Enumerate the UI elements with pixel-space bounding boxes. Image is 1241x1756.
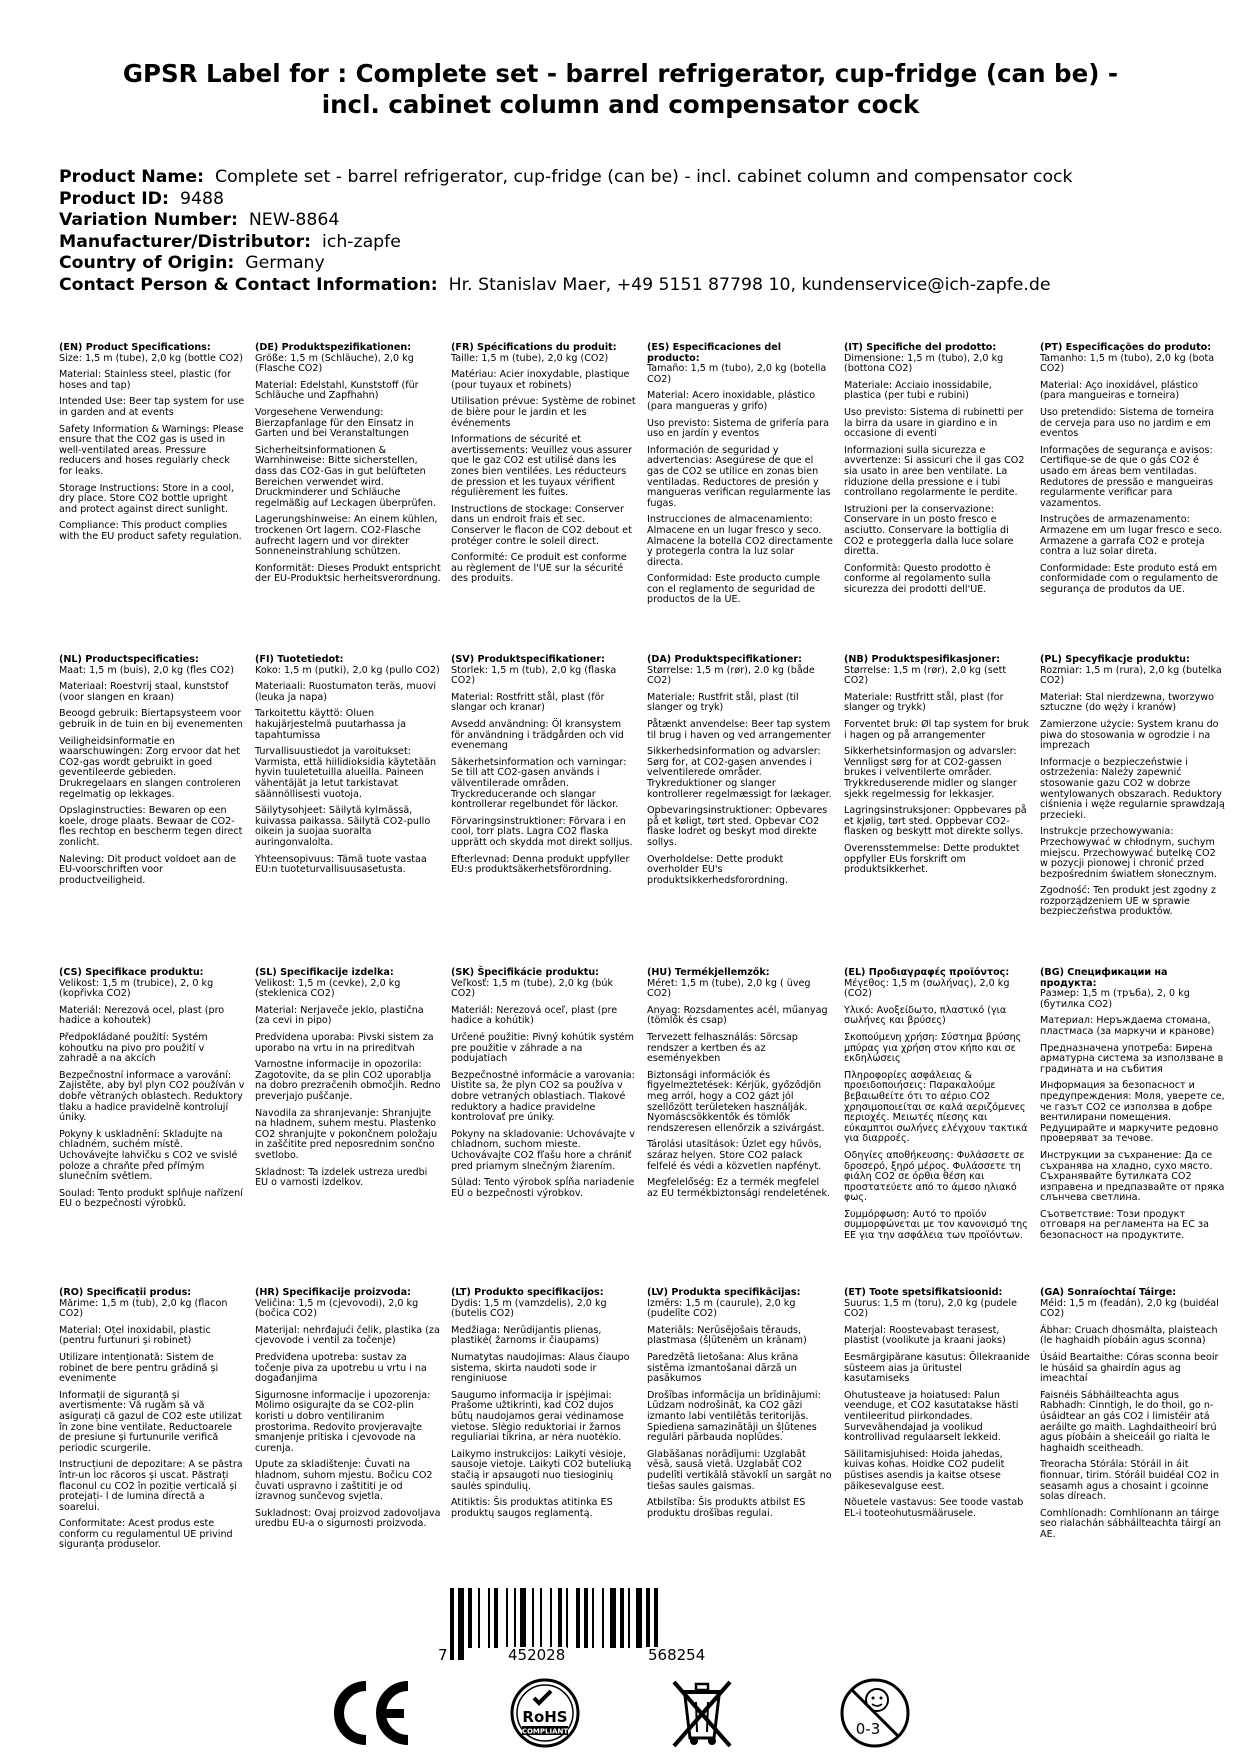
spec-paragraph: Informações de segurança e avisos: Certifique-se de que o gás CO2 é usado em áreas bem ventiladas. Redutores de pressão e mangueiras regularmente verificar para vazamentos.	[1040, 444, 1214, 509]
product-info	[59, 167, 1219, 296]
spec-title: (BG) Спецификации на продукта:	[1040, 967, 1168, 989]
spec-title: (NB) Produktspesifikasjoner:	[844, 654, 1001, 665]
spec-block	[844, 655, 1030, 876]
spec-paragraph: Tárolási utasítások: Üzlet egy hűvös, száraz helyen. Store CO2 palack felfelé és védi a közvetlen napfényt.	[647, 1139, 822, 1172]
spec-paragraph: Инструкции за съхранение: Да се съхранява на хладно, сухо място. Съхранявайте бутилката CO2 изправена и предпазвайте от пряка слънчева светлина.	[1040, 1149, 1225, 1204]
spec-title: (PT) Especificações do produto:	[1040, 342, 1212, 353]
spec-paragraph: Bezpečnostné informácie a varovania: Uistite sa, že plyn CO2 sa používa v dobre vetraných oblastiach. Tlakové reduktory a hadice pravidelne kontrolovať pre úniky.	[451, 1069, 635, 1124]
spec-paragraph: Dimensione: 1,5 m (tubo), 2,0 kg (bottona CO2)	[844, 352, 1004, 375]
spec-paragraph: Instruções de armazenamento: Armazene em um lugar fresco e seco. Armazene a garrafa CO2 e proteja contra a luz solar direta.	[1040, 514, 1223, 558]
spec-block	[647, 655, 833, 886]
barcode-bar	[450, 1588, 454, 1660]
spec-title: (IT) Specifiche del prodotto:	[844, 342, 997, 353]
spec-title: (ES) Especificaciones del producto:	[647, 342, 782, 364]
spec-paragraph: Beoogd gebruik: Biertapsysteem voor gebruik in de tuin en bij evenementen	[59, 708, 243, 730]
spec-title: (HR) Specifikacije proizvoda:	[255, 1287, 411, 1298]
spec-paragraph: Méret: 1,5 m (tube), 2,0 kg ( üveg CO2)	[647, 977, 811, 1000]
spec-paragraph: Veľkosť: 1,5 m (tube), 2,0 kg (búk CO2)	[451, 977, 614, 1000]
spec-paragraph: Laikymo instrukcijos: Laikyti vėsioje, sausoje vietoje. Laikyti CO2 buteliuką stačią ir apsaugoti nuo tiesioginių saulės spindulių.	[451, 1448, 632, 1492]
spec-block	[844, 1288, 1030, 1519]
spec-paragraph: Taille: 1,5 m (tube), 2,0 kg (CO2)	[451, 352, 609, 364]
spec-paragraph: Storlek: 1,5 m (tub), 2,0 kg (flaska CO2)	[451, 664, 617, 687]
spec-block	[844, 968, 1030, 1242]
barcode-digits-right: 568254	[648, 1646, 706, 1664]
spec-block	[451, 1288, 637, 1519]
spec-paragraph: Material: Nerjaveče jeklo, plastična (za cevi in pipo)	[255, 1004, 424, 1027]
spec-paragraph: Vorgesehene Verwendung: Bierzapfanlage für den Einsatz in Garten und bei Veranstaltungen	[255, 406, 414, 440]
manufacturer-line: Manufacturer/Distributor: ich-zapfe	[59, 231, 401, 252]
spec-paragraph: Predvidena uporaba: Pivski sistem za uporabo na vrtu in na prireditvah	[255, 1031, 434, 1054]
product-id-line: Product ID: 9488	[59, 188, 224, 209]
spec-paragraph: Zamierzone użycie: System kranu do piwa do stosowania w ogrodzie i na imprezach	[1040, 718, 1219, 752]
spec-block	[1040, 343, 1226, 595]
spec-paragraph: Materiāls: Nerūsējošais tērauds, plastmasa (šļūtenēm un krānam)	[647, 1324, 807, 1347]
spec-paragraph: Материал: Неръждаема стомана, пластмаса (за маркучи и кранове)	[1040, 1015, 1215, 1037]
barcode-bar	[602, 1588, 604, 1648]
spec-title: (FI) Tuotetiedot:	[255, 654, 344, 665]
spec-paragraph: Informations de sécurité et avertissements: Veuillez vous assurer que le gaz CO2 est utilisé dans les zones bien ventilées. Les réducteurs de pression et les tuyaux vérifient régulièrement les fuites.	[451, 434, 633, 499]
spec-paragraph: Conformità: Questo prodotto è conforme al regolamento sulla sicurezza dei prodotti dell'UE.	[844, 562, 991, 595]
spec-paragraph: Størrelse: 1,5 m (rør), 2,0 kg (sett CO2)	[844, 664, 1007, 687]
spec-paragraph: Materiale: Rustfritt stål, plast (for slanger og trykk)	[844, 691, 1004, 714]
spec-paragraph: Velikost: 1,5 m (trubice), 2, 0 kg (kopřivka CO2)	[59, 977, 214, 1000]
spec-paragraph: Información de seguridad y advertencias: Asegúrese de que el gas de CO2 se utilice en zonas bien ventiladas. Reductores de presión y mangueras verifican regularmente las fugas.	[647, 444, 831, 509]
spec-block	[59, 343, 245, 543]
ce-mark-icon	[330, 1676, 412, 1750]
barcode-bar	[488, 1588, 490, 1648]
not-for-children-0-3-icon	[838, 1676, 912, 1750]
spec-block	[451, 655, 637, 876]
spec-paragraph: Koko: 1,5 m (putki), 2,0 kg (pullo CO2)	[255, 664, 440, 676]
svg-text:COMPLIANT: COMPLIANT	[521, 1727, 569, 1736]
spec-paragraph: Dydis: 1,5 m (vamzdelis), 2,0 kg (butelis CO2)	[451, 1297, 607, 1320]
barcode-bar	[532, 1588, 534, 1648]
spec-paragraph: Предназначена употреба: Бирена арматурна система за използване в градината и на събития	[1040, 1042, 1224, 1075]
spec-paragraph: Pokyny k uskladnění: Skladujte na chladném, suchém místě. Uchovávejte lahvičku s CO2 ve svislé poloze a chraňte před přímým slunečním světlem.	[59, 1128, 238, 1183]
spec-paragraph: Οδηγίες αποθήκευσης: Φυλάσσετε σε δροσερό, ξηρό μέρος. Φυλάσσετε τη φιάλη CO2 σε όρθια θέση και προστατεύετε από το άμεσο ηλιακό φως.	[844, 1149, 1025, 1204]
barcode-bar	[540, 1588, 542, 1648]
spec-paragraph: Informazioni sulla sicurezza e avvertenze: Si assicuri che il gas CO2 sia usato in aree ben ventilate. La riduzione della pressione e i tubi controllano regolarmente le perdite.	[844, 444, 1025, 499]
spec-paragraph: Instructions de stockage: Conserver dans un endroit frais et sec. Conserver le flacon de CO2 debout et protéger contre le soleil direct.	[451, 503, 632, 547]
spec-paragraph: Úsáid Beartaithe: Córas sconna beoir le húsáid sa ghairdín agus ag imeachtaí	[1040, 1351, 1219, 1385]
spec-paragraph: Matériau: Acier inoxydable, plastique (pour tuyaux et robinets)	[451, 369, 630, 391]
spec-paragraph: Sukladnost: Ovaj proizvod zadovoljava uredbu EU-a o sigurnosti proizvoda.	[255, 1507, 441, 1530]
spec-block	[59, 655, 245, 886]
spec-paragraph: Materiál: Nerezová ocel, plast (pro hadice a kohoutek)	[59, 1004, 225, 1027]
barcode-bar	[620, 1588, 624, 1648]
spec-paragraph: Material: Aço inoxidável, plástico (para mangueiras e torneira)	[1040, 379, 1199, 402]
spec-paragraph: Tamanho: 1,5 m (tubo), 2,0 kg (bota CO2)	[1040, 352, 1215, 375]
spec-paragraph: Conformidad: Este producto cumple con el reglamento de seguridad de productos de la UE.	[647, 573, 820, 606]
spec-paragraph: Varnostne informacije in opozorila: Zagotovite, da se plin CO2 uporablja na dobro prezračenih območjih. Redno preverjajo puščanje.	[255, 1059, 441, 1102]
variation-number-line: Variation Number: NEW-8864	[59, 210, 340, 230]
barcode-digit-lead: 7	[438, 1646, 448, 1664]
spec-paragraph: Veiligheidsinformatie en waarschuwingen: Zorg ervoor dat het CO2-gas wordt gebruikt in goed geventileerde gebieden. Drukregelaars en slangen controleren regelmatig op lekkages.	[59, 735, 241, 800]
barcode-bar	[636, 1588, 642, 1648]
spec-title: (FR) Spécifications du produit:	[451, 342, 617, 353]
barcode-bar	[592, 1588, 594, 1648]
spec-paragraph: Информация за безопасност и предупреждения: Моля, уверете се, че газът CO2 се използва в добре вентилирани помещения. Редуцирайте и маркучите редовно проверяват за течове.	[1040, 1080, 1225, 1145]
barcode	[436, 1588, 769, 1665]
spec-block	[255, 655, 441, 876]
spec-paragraph: Paredzētā lietošana: Alus krāna sistēma izmantošanai dārzā un pasākumos	[647, 1351, 799, 1385]
spec-paragraph: Informații de siguranță și avertismente: Vă rugăm să vă asigurați că gazul de CO2 este utilizat în zone bine ventilate. Reductoarele de presiune și furtunurile verifică periodic scurgerile.	[59, 1389, 242, 1454]
spec-paragraph: Navodila za shranjevanje: Shranjujte na hladnem, suhem mestu. Plastenko CO2 shranjujte v pokončnem položaju in zaščitite pred neposrednim sončno svetlobo.	[255, 1107, 438, 1161]
spec-block	[255, 968, 441, 1189]
spec-paragraph: Méid: 1,5 m (feadán), 2,0 kg (buidéal CO2)	[1040, 1297, 1219, 1320]
barcode-bar	[458, 1588, 464, 1660]
spec-title: (DE) Produktspezifikationen:	[255, 342, 412, 353]
spec-paragraph: Numatytas naudojimas: Alaus čiaupo sistema, skirta naudoti sode ir renginiuose	[451, 1351, 630, 1385]
spec-paragraph: Ábhar: Cruach dhosmálta, plaisteach (le haghaidh píobáin agus sconna)	[1040, 1324, 1218, 1347]
spec-paragraph: Materjal: Roostevabast terasest, plastist (voolikute ja kraani jaoks)	[844, 1324, 1006, 1347]
svg-text:0-3: 0-3	[855, 1720, 881, 1738]
spec-paragraph: Conformitate: Acest produs este conform cu regulamentul UE privind siguranța produselor.	[59, 1518, 233, 1551]
barcode-bar	[610, 1588, 616, 1648]
spec-paragraph: Μέγεθος: 1,5 m (σωλήνας), 2,0 kg (CO2)	[844, 977, 1010, 1000]
spec-paragraph: Informacje o bezpieczeństwie i ostrzeżenia: Należy zapewnić stosowanie gazu CO2 w dobrze wentylowanych obszarach. Reduktory ciśnienia i węże regularnie sprawdzają przecieki.	[1040, 756, 1225, 821]
spec-paragraph: Sigurnosne informacije i upozorenja: Molimo osigurajte da se CO2-plin koristi u dobro ventiliranim prostorima. Redovito provjeravajte smanjenje pritiska i cjevovode na curenja.	[255, 1389, 431, 1454]
spec-paragraph: Treoracha Stórála: Stóráil in áit fionnuar, tirim. Stóráil buidéal CO2 in seasamh agus a chosaint i gcoinne solas díreach.	[1040, 1459, 1220, 1503]
spec-block	[451, 343, 637, 585]
spec-block	[1040, 1288, 1226, 1540]
weee-crossed-bin-icon	[666, 1676, 738, 1750]
spec-paragraph: Tervezett felhasználás: Sörcsap rendszer a kertben és az eseményekben	[647, 1031, 798, 1065]
spec-block	[647, 343, 833, 606]
svg-text:RoHS: RoHS	[522, 1708, 568, 1726]
spec-paragraph: Materiaal: Roestvrij staal, kunststof (voor slangen en kraan)	[59, 681, 229, 703]
spec-paragraph: Naleving: Dit product voldoet aan de EU-voorschriften voor productveiligheid.	[59, 853, 236, 886]
spec-paragraph: Säkerhetsinformation och varningar: Se till att CO2-gasen används i välventilerade områden. Tryckreducerande och slangar kontrollerar regelbundet för läckor.	[451, 756, 627, 811]
spec-paragraph: Veličina: 1,5 m (cjevovodi), 2,0 kg (bočica CO2)	[255, 1297, 419, 1320]
spec-paragraph: Σκοπούμενη χρήση: Σύστημα βρύσης μπύρας για χρήση στον κήπο και σε εκδηλώσεις	[844, 1031, 1022, 1065]
spec-paragraph: Avsedd användning: Öl kransystem för användning i trädgården och vid evenemang	[451, 718, 624, 752]
spec-paragraph: Glabāšanas norādījumi: Uzglabāt vēsā, sausā vietā. Uzglabāt CO2 pudelīti vertikālā stāvoklī un sargāt no tiešas saules gaismas.	[647, 1448, 832, 1492]
rohs-compliant-icon	[508, 1676, 582, 1750]
spec-title: (PL) Specyfikacje produktu:	[1040, 654, 1190, 665]
spec-paragraph: Saugumo informacija ir įspėjimai: Prašome užtikrinti, kad CO2 dujos būtų naudojamos gerai vėdinamose vietose. Slėgio reduktoriai ir žarnos reguliariai tikrina, ar nėra nuotėkio.	[451, 1389, 624, 1444]
spec-paragraph: Größe: 1,5 m (Schläuche), 2,0 kg (Flasche CO2)	[255, 352, 414, 375]
spec-paragraph: Material: Edelstahl, Kunststoff (für Schläuche und Zapfhahn)	[255, 379, 419, 402]
barcode-bar	[520, 1588, 526, 1648]
spec-title: (HU) Termékjellemzők:	[647, 967, 770, 978]
spec-paragraph: Tarkoitettu käyttö: Oluen hakujärjestelmä puutarhassa ja tapahtumissa	[255, 708, 407, 741]
barcode-bar	[468, 1588, 472, 1648]
spec-paragraph: Konformität: Dieses Produkt entspricht der EU-Produktsic herheitsverordnung.	[255, 562, 441, 585]
barcode-bar	[576, 1588, 580, 1648]
barcode-bar	[478, 1588, 480, 1648]
spec-block	[59, 968, 245, 1210]
spec-paragraph: Megfelelőség: Ez a termék megfelel az EU termékbiztonsági rendeletének.	[647, 1177, 831, 1199]
spec-block	[1040, 655, 1226, 918]
spec-paragraph: Zgodność: Ten produkt jest zgodny z rozporządzeniem UE w sprawie bezpieczeństwa produktów.	[1040, 885, 1216, 918]
spec-paragraph: Overensstemmelse: Dette produktet oppfyller EUs forskrift om produktsikkerhet.	[844, 842, 1020, 876]
spec-paragraph: Material: Acero inoxidable, plástico (para mangueras y grifo)	[647, 390, 816, 412]
spec-paragraph: Påtænkt anvendelse: Beer tap system til brug i haven og ved arrangementer	[647, 718, 831, 741]
spec-paragraph: Faisnéis Sábháilteachta agus Rabhadh: Cinntigh, le do thoil, go n-úsáidtear an gás CO2 i limistéir atá aeráilte go maith. Laghdaitheoirí brú agus píobáin a sheiceáil go rialta le haghaidh sceitheadh.	[1040, 1389, 1217, 1454]
spec-paragraph: Nõuetele vastavus: See toode vastab EL-i tooteohutusmäärusele.	[844, 1497, 1024, 1519]
spec-paragraph: Material: Oțel inoxidabil, plastic (pentru furtunuri și robinet)	[59, 1324, 211, 1347]
spec-paragraph: Pokyny na skladovanie: Uchovávajte v chladnom, suchom mieste. Uchovávajte CO2 fľašu hore a chrániť pred priamym slnečným žiarením.	[451, 1128, 635, 1172]
spec-paragraph: Lagringsinstruksjoner: Oppbevares på et kjølig, tørt sted. Oppbevar CO2-flasken og beskytt mot direkte sollys.	[844, 805, 1027, 838]
spec-title: (RO) Specificații produs:	[59, 1287, 192, 1298]
spec-paragraph: Materiale: Rustfrit stål, plast (til slanger og tryk)	[647, 691, 799, 714]
spec-paragraph: Anyag: Rozsdamentes acél, műanyag (tömlők és csap)	[647, 1004, 828, 1027]
spec-paragraph: Säilytysohjeet: Säilytä kylmässä, kuivassa paikassa. Säilytä CO2-pullo oikein ja suojaa suoralta auringonvalolta.	[255, 805, 431, 848]
spec-paragraph: Съответствие: Този продукт отговаря на регламента на ЕС за безопасност на продуктите.	[1040, 1208, 1209, 1242]
country-of-origin-line: Country of Origin: Germany	[59, 253, 325, 273]
spec-paragraph: Conformidade: Este produto está em conformidade com o regulamento de segurança de produtos da UE.	[1040, 562, 1219, 595]
spec-block	[59, 1288, 245, 1551]
spec-block	[647, 968, 833, 1199]
spec-paragraph: Uso previsto: Sistema di rubinetti per la birra da usare in giardino e in occasione di eventi	[844, 406, 1024, 440]
spec-paragraph: Sikkerhetsinformasjon og advarsler: Vennligst sørg for at CO2-gassen brukes i velventilerte områder. Trykkreduserende midler og slanger sjekk regelmessig for lekkasjer.	[844, 746, 1017, 800]
barcode-digits-left: 452028	[508, 1646, 566, 1664]
spec-title: (SK) Špecifikácie produktu:	[451, 967, 600, 978]
spec-paragraph: Izmērs: 1,5 m (caurule), 2,0 kg (pudelīte CO2)	[647, 1297, 796, 1320]
spec-title: (LV) Produkta specifikācijas:	[647, 1287, 801, 1298]
spec-title: (LT) Produkto specifikacijos:	[451, 1287, 604, 1298]
barcode-bar	[494, 1588, 498, 1648]
spec-paragraph: Suurus: 1,5 m (toru), 2,0 kg (pudele CO2)	[844, 1297, 1017, 1320]
spec-title: (ET) Toote spetsifikatsioonid:	[844, 1287, 1003, 1298]
spec-paragraph: Určené použitie: Pivný kohútik systém pre použitie v záhrade a na podujatiach	[451, 1031, 635, 1065]
barcode-bar	[566, 1588, 568, 1648]
spec-paragraph: Säilitamisjuhised: Hoida jahedas, kuivas kohas. Hoidke CO2 pudelit püstises asendis ja kaitse otsese päikesevalguse eest.	[844, 1448, 1005, 1492]
spec-paragraph: Atitiktis: Šis produktas atitinka ES produktų saugos reglamentą.	[451, 1497, 613, 1519]
spec-paragraph: Velikost: 1,5 m (cevke), 2,0 kg (steklenica CO2)	[255, 977, 401, 1000]
spec-paragraph: Size: 1,5 m (tube), 2,0 kg (bottle CO2)	[59, 352, 244, 364]
spec-title: (GA) Sonraíochtaí Táirge:	[1040, 1287, 1177, 1298]
spec-paragraph: Drošības informācija un brīdinājumi: Lūdzam nodrošināt, ka CO2 gāzi izmanto labi ventilētās teritorijās. Spiediena samazinātāji un šļūtenes regulāri pārbauda noplūdes.	[647, 1389, 821, 1444]
spec-paragraph: Bezpečnostní informace a varování: Zajistěte, aby byl plyn CO2 používán v dobře větraných oblastech. Reduktory tlaku a hadice pravidelně kontrolují úniky.	[59, 1069, 245, 1124]
spec-paragraph: Opslaginstructies: Bewaren op een koele, droge plaats. Bewaar de CO2-fles rechtop en bescherm tegen direct zonlicht.	[59, 805, 243, 848]
spec-paragraph: Instrucciones de almacenamiento: Almacene en un lugar fresco y seco. Almacene la botella CO2 directamente y protegerla contra la luz solar directa.	[647, 514, 833, 568]
spec-title: (CS) Specifikace produktu:	[59, 967, 204, 978]
page-title: GPSR Label for : Complete set - barrel refrigerator, cup-fridge (can be) - incl. cabinet column and compensator cock	[122, 59, 1119, 119]
contact-line: Contact Person & Contact Information: Hr. Stanislav Maer, +49 5151 87798 10, kundenservice@ich-zapfe.de	[59, 274, 1051, 295]
spec-paragraph: Atbilstība: Šis produkts atbilst ES produktu drošības regulai.	[647, 1497, 806, 1519]
barcode-bar	[506, 1588, 508, 1648]
spec-paragraph: Material: Stainless steel, plastic (for hoses and tap)	[59, 369, 231, 391]
spec-paragraph: Πληροφορίες ασφάλειας & προειδοποιήσεις: Παρακαλούμε βεβαιωθείτε ότι το αέριο CO2 χρησιμοποιείται σε καλά αεριζόμενες περιοχές. Μειωτές πίεσης και εύκαμπτοι σωλήνες ελέγχουν τακτικά για διαρροές.	[844, 1069, 1028, 1145]
spec-paragraph: Storage Instructions: Store in a cool, dry place. Store CO2 bottle upright and protect against direct sunlight.	[59, 482, 235, 515]
spec-paragraph: Størrelse: 1,5 m (rør), 2.0 kg (både CO2)	[647, 664, 815, 687]
spec-paragraph: Utilizare intenționată: Sistem de robinet de bere pentru grădină și evenimente	[59, 1351, 219, 1385]
spec-paragraph: Materiał: Stal nierdzewna, tworzywo sztuczne (do węży i kranów)	[1040, 691, 1214, 714]
spec-title: (EN) Product Specifications:	[59, 342, 211, 353]
spec-paragraph: Materiál: Nerezová oceľ, plast (pre hadice a kohútik)	[451, 1004, 618, 1027]
spec-paragraph: Forventet bruk: Øl tap system for bruk i hagen og på arrangementer	[844, 718, 1029, 741]
spec-paragraph: Compliance: This product complies with the EU product safety regulation.	[59, 520, 242, 542]
spec-block	[647, 1288, 833, 1519]
spec-paragraph: Efterlevnad: Denna produkt uppfyller EU:s produktsäkerhetsförordning.	[451, 853, 630, 876]
spec-paragraph: Utilisation prévue: Système de robinet de bière pour le jardin et les événements	[451, 396, 636, 429]
spec-paragraph: Comhlíonadh: Comhlíonann an táirge seo rialachán sábháilteachta táirgí an AE.	[1040, 1507, 1221, 1540]
spec-paragraph: Ohutusteave ja hoiatused: Palun veenduge, et CO2 kasutatakse hästi ventileeritud piirkondades. Survevähendajad ja voolikud kontrollivad regulaarselt lekkeid.	[844, 1389, 1019, 1444]
spec-paragraph: Turvallisuustiedot ja varoitukset: Varmista, että hiilidioksidia käytetään hyvin tuuletetuilla alueilla. Paineen vähentäjät ja letut tarkistavat säännöllisesti vuotoja.	[255, 746, 437, 800]
spec-paragraph: Predviđena upotreba: sustav za točenje piva za upotrebu u vrtu i na događanjima	[255, 1351, 427, 1385]
spec-paragraph: Material: Rostfritt stål, plast (för slangar och kranar)	[451, 691, 605, 714]
barcode-bar	[584, 1588, 588, 1648]
spec-paragraph: Istruzioni per la conservazione: Conservare in un posto fresco e asciutto. Conservare la bottiglia di CO2 e proteggerla dalla luce solare diretta.	[844, 503, 1014, 558]
spec-paragraph: Uso previsto: Sistema de grifería para uso en jardín y eventos	[647, 417, 829, 440]
spec-paragraph: Intended Use: Beer tap system for use in garden and at events	[59, 396, 245, 418]
spec-paragraph: Sicherheitsinformationen & Warnhinweise: Bitte sicherstellen, dass das CO2-Gas in gut belüfteten Bereichen verwendet wird. Druckminderer und Schläuche regelmäßig auf Leckagen überprüfen.	[255, 444, 437, 509]
spec-paragraph: Medžiaga: Nerūdijantis plienas, plastikė( žarnoms ir čiaupams)	[451, 1324, 602, 1347]
spec-block	[255, 1288, 441, 1530]
spec-paragraph: Размер: 1,5 m (тръба), 2, 0 kg (бутилка CO2)	[1040, 988, 1190, 1010]
spec-paragraph: Biztonsági információk és figyelmeztetések: Kérjük, győződjön meg arról, hogy a CO2 gázt jól szellőzött területeken használják. Nyomáscsökkentők és tömlők rendszeresen ellenőrzik a szivárgást.	[647, 1069, 825, 1134]
spec-paragraph: Upute za skladištenje: Čuvati na hladnom, suhom mjestu. Bočicu CO2 čuvati uspravno i zaštititi je od izravnog sunčevog svjetla.	[255, 1459, 433, 1503]
spec-title: (DA) Produktspecifikationer:	[647, 654, 802, 665]
spec-paragraph: Instrucțiuni de depozitare: A se păstra într-un loc răcoros și uscat. Păstrați flaconul cu CO2 în poziție verticală și protejați- l de lumina directă a soarelui.	[59, 1459, 243, 1513]
spec-paragraph: Tamaño: 1,5 m (tubo), 2,0 kg (botella CO2)	[647, 363, 827, 385]
spec-paragraph: Materiaali: Ruostumaton teräs, muovi (leuka ja napa)	[255, 681, 437, 703]
spec-paragraph: Eesmärgipärane kasutus: Õllekraanide süsteem aias ja üritustel kasutamiseks	[844, 1351, 1030, 1385]
spec-paragraph: Conformité: Ce produit est conforme au règlement de l'UE sur la sécurité des produits.	[451, 552, 627, 585]
spec-paragraph: Safety Information & Warnings: Please ensure that the CO2 gas is used in well-ventilated areas. Pressure reducers and hoses regularly check for leaks.	[59, 423, 244, 477]
spec-paragraph: Skladnost: Ta izdelek ustreza uredbi EU o varnosti izdelkov.	[255, 1166, 428, 1189]
spec-paragraph: Yhteensopivuus: Tämä tuote vastaa EU:n tuoteturvallisuusasetusta.	[255, 853, 427, 876]
spec-block	[451, 968, 637, 1199]
spec-title: (SV) Produktspecifikationer:	[451, 654, 605, 665]
spec-paragraph: Předpokládané použití: Systém kohoutku na pivo pro použití v zahradě a na akcích	[59, 1031, 208, 1065]
spec-paragraph: Förvaringsinstruktioner: Förvara i en cool, torr plats. Lagra CO2 flaska upprätt och skydda mot direkt solljus.	[451, 815, 633, 848]
spec-paragraph: Instrukcje przechowywania: Przechowywać w chłodnym, suchym miejscu. Przechowywać butelkę CO2 w pozycji pionowej i chronić przed bezpośrednim światłem słonecznym.	[1040, 826, 1218, 880]
spec-paragraph: Materiale: Acciaio inossidabile, plastica (per tubi e rubini)	[844, 379, 992, 402]
spec-paragraph: Συμμόρφωση: Αυτό το προϊόν συμμορφώνεται με τον κανονισμό της ΕΕ για την ασφάλεια των προϊόντων.	[844, 1208, 1028, 1242]
barcode-bar	[514, 1588, 516, 1648]
spec-paragraph: Súlad: Tento výrobok spĺňa nariadenie EÚ o bezpečnosti výrobkov.	[451, 1177, 635, 1199]
spec-paragraph: Opbevaringsinstruktioner: Opbevares på et køligt, tørt sted. Opbevar CO2 flaske lodret og beskyt mod direkte sollys.	[647, 805, 828, 848]
spec-paragraph: Overholdelse: Dette produkt overholder EU's produktsikkerhedsforordning.	[647, 853, 789, 886]
spec-paragraph: Υλικό: Ανοξείδωτο, πλαστικό (για σωλήνες και βρύσες)	[844, 1004, 1007, 1027]
barcode-bar	[628, 1588, 630, 1648]
product-name-line: Product Name: Complete set - barrel refrigerator, cup-fridge (can be) - incl. cabinet column and compensator cock	[59, 167, 1073, 187]
spec-paragraph: Maat: 1,5 m (buis), 2,0 kg (fles CO2)	[59, 664, 235, 676]
spec-paragraph: Soulad: Tento produkt splňuje nařízení EU o bezpečnosti výrobků.	[59, 1187, 243, 1210]
spec-block	[1040, 968, 1226, 1242]
spec-paragraph: Mărime: 1,5 m (tub), 2,0 kg (flacon CO2)	[59, 1297, 228, 1320]
spec-title: (SL) Specifikacije izdelka:	[255, 967, 394, 978]
spec-paragraph: Rozmiar: 1,5 m (rura), 2,0 kg (butelka CO2)	[1040, 664, 1222, 687]
spec-title: (NL) Productspecificaties:	[59, 654, 199, 665]
spec-title: (EL) Προδιαγραφές προϊόντος:	[844, 967, 1010, 978]
spec-paragraph: Sikkerhedsinformation og advarsler: Sørg for, at CO2-gasen anvendes i velventilerede områder. Trykreduktioner og slanger kontrollerer regelmæssigt for lækager.	[647, 746, 832, 800]
spec-block	[255, 343, 441, 585]
spec-paragraph: Materijal: nehrđajući čelik, plastika (za cjevovode i ventil za točenje)	[255, 1324, 440, 1347]
spec-paragraph: Lagerungshinweise: An einem kühlen, trockenen Ort lagern. CO2-Flasche aufrecht lagern und vor direkter Sonneneinstrahlung schützen.	[255, 514, 438, 558]
spec-block	[844, 343, 1030, 595]
spec-paragraph: Uso pretendido: Sistema de torneira de cerveja para uso no jardim e em eventos	[1040, 406, 1215, 440]
